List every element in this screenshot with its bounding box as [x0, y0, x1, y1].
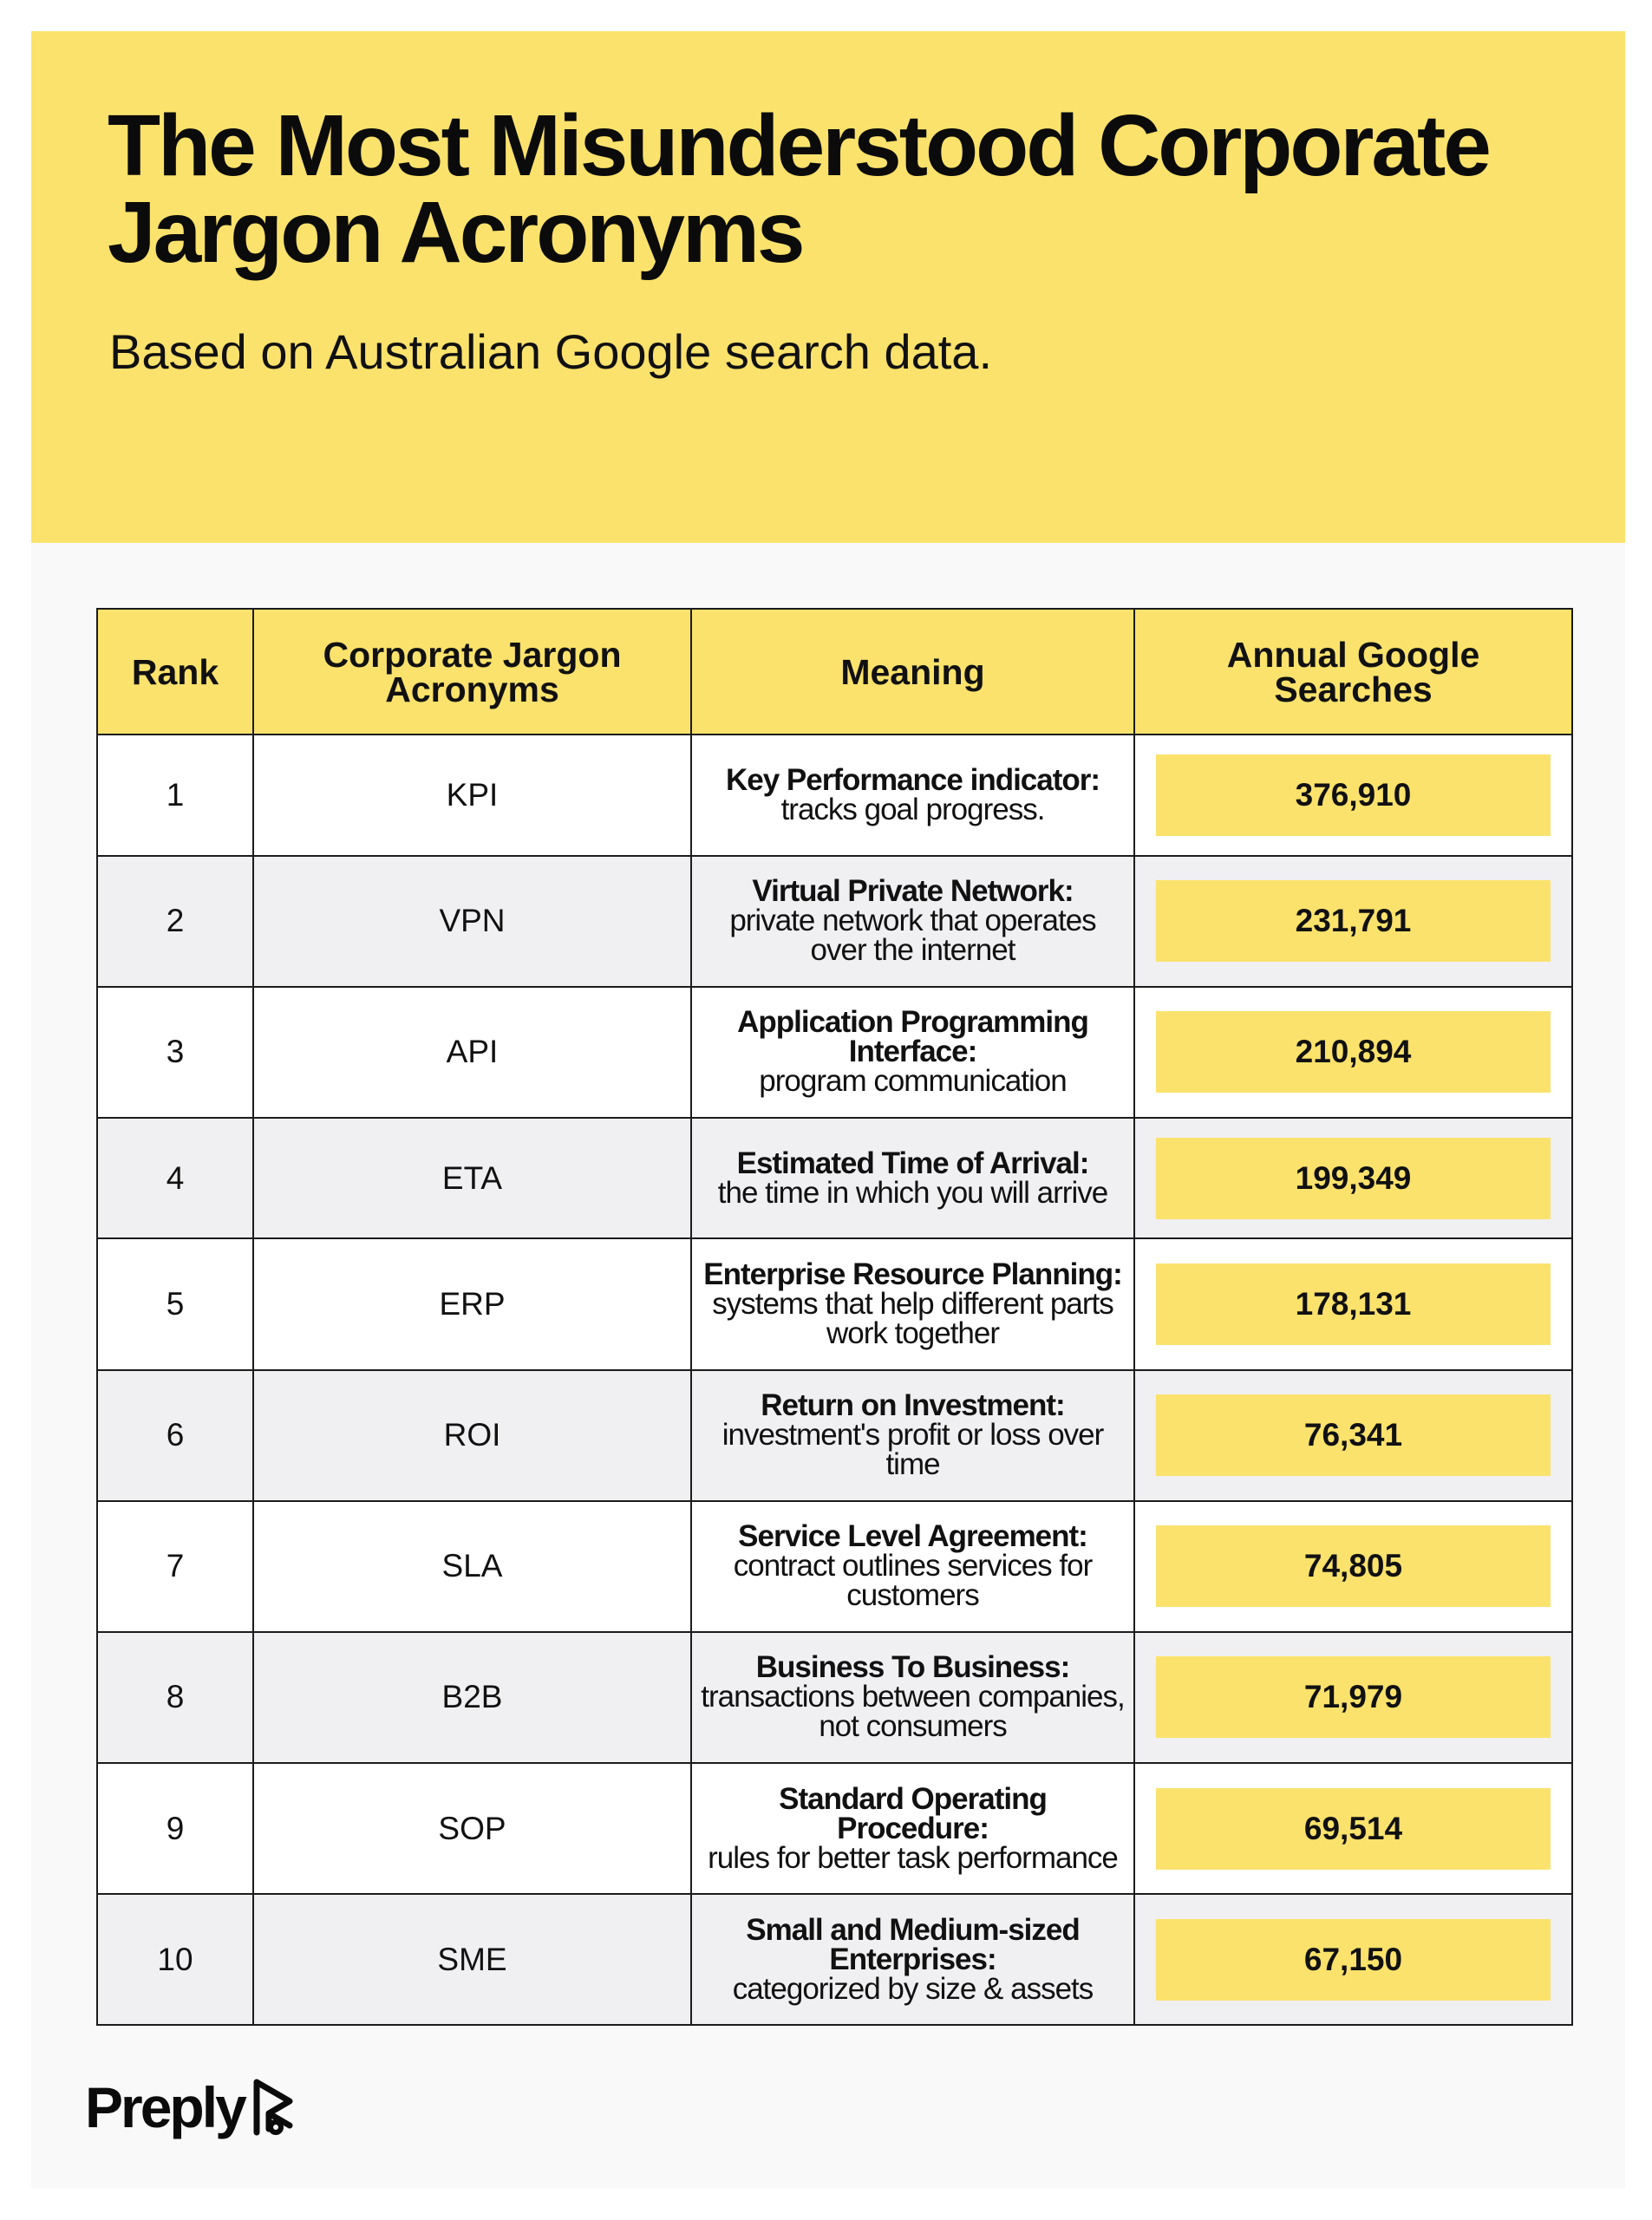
- meaning-term: Virtual Private Network:: [752, 874, 1074, 909]
- searches-value: 76,341: [1156, 1394, 1551, 1476]
- header-banner: [31, 31, 1625, 543]
- table-row: [98, 1370, 1571, 1501]
- table-header-row: [98, 610, 1571, 735]
- meaning-cell: [691, 1632, 1134, 1763]
- searches-value: 178,131: [1156, 1263, 1551, 1345]
- acronym-cell: SME: [253, 1894, 691, 2024]
- meaning-description: program communication: [759, 1064, 1067, 1099]
- table-row: [98, 1763, 1571, 1894]
- table-row: [98, 987, 1571, 1118]
- searches-value: 71,979: [1156, 1656, 1551, 1738]
- preply-logo: [85, 2074, 300, 2140]
- acronym-cell: SOP: [253, 1763, 691, 1894]
- acronym-cell: ERP: [253, 1238, 691, 1369]
- searches-value: 67,150: [1156, 1919, 1551, 2001]
- meaning-cell: [691, 1501, 1134, 1632]
- rank-cell: 2: [98, 856, 253, 987]
- meaning-cell: [691, 856, 1134, 987]
- meaning-term: Standard Operating Procedure:: [779, 1781, 1047, 1845]
- rank-cell: 3: [98, 987, 253, 1118]
- searches-value: 231,791: [1156, 880, 1551, 962]
- meaning-term: Enterprise Resource Planning:: [703, 1257, 1122, 1291]
- meaning-term: Small and Medium-sized Enterprises:: [746, 1912, 1080, 1976]
- rank-cell: 8: [98, 1632, 253, 1763]
- table-row: [98, 1894, 1571, 2024]
- meaning-description: private network that operates over the internet: [729, 904, 1096, 968]
- meaning-description: contract outlines services for customers: [733, 1549, 1093, 1613]
- table-row: [98, 1501, 1571, 1632]
- meaning-cell: [691, 987, 1134, 1118]
- header-meaning: Meaning: [691, 610, 1134, 735]
- table-row: [98, 1118, 1571, 1239]
- searches-cell: [1134, 1118, 1571, 1239]
- meaning-term: Business To Business:: [755, 1650, 1070, 1685]
- acronym-cell: ROI: [253, 1370, 691, 1501]
- table-row: [98, 735, 1571, 856]
- meaning-description: transactions between companies, not consumers: [701, 1680, 1125, 1744]
- table-row: [98, 856, 1571, 987]
- meaning-description: categorized by size & assets: [732, 1971, 1094, 2006]
- searches-cell: [1134, 1238, 1571, 1369]
- acronym-cell: API: [253, 987, 691, 1118]
- page-subtitle: Based on Australian Google search data.: [109, 324, 993, 379]
- meaning-term: Return on Investment:: [761, 1388, 1065, 1423]
- meaning-description: investment's profit or loss over time: [722, 1418, 1104, 1482]
- searches-cell: [1134, 1501, 1571, 1632]
- jargon-table: [96, 608, 1573, 2026]
- header-searches: Annual Google Searches: [1134, 610, 1571, 735]
- rank-cell: 4: [98, 1118, 253, 1239]
- rank-cell: 5: [98, 1238, 253, 1369]
- meaning-cell: [691, 1118, 1134, 1239]
- searches-cell: [1134, 856, 1571, 987]
- searches-value: 199,349: [1156, 1138, 1551, 1219]
- searches-value: 69,514: [1156, 1788, 1551, 1870]
- meaning-description: the time in which you will arrive: [717, 1175, 1108, 1210]
- rank-cell: 6: [98, 1370, 253, 1501]
- searches-value: 210,894: [1156, 1011, 1551, 1093]
- meaning-cell: [691, 1370, 1134, 1501]
- meaning-term: Key Performance indicator:: [725, 762, 1100, 797]
- meaning-cell: [691, 735, 1134, 856]
- rank-cell: 1: [98, 735, 253, 856]
- acronym-cell: KPI: [253, 735, 691, 856]
- meaning-cell: [691, 1763, 1134, 1894]
- searches-value: 376,910: [1156, 754, 1551, 836]
- searches-value: 74,805: [1156, 1525, 1551, 1607]
- rank-cell: 7: [98, 1501, 253, 1632]
- meaning-description: rules for better task performance: [708, 1840, 1118, 1875]
- searches-cell: [1134, 1370, 1571, 1501]
- searches-cell: [1134, 1894, 1571, 2024]
- meaning-description: systems that help different parts work together: [712, 1286, 1113, 1350]
- meaning-term: Service Level Agreement:: [738, 1519, 1087, 1554]
- preply-logo-icon: [250, 2079, 300, 2136]
- rank-cell: 10: [98, 1894, 253, 2024]
- searches-cell: [1134, 987, 1571, 1118]
- meaning-term: Estimated Time of Arrival:: [736, 1146, 1089, 1180]
- searches-cell: [1134, 735, 1571, 856]
- searches-cell: [1134, 1763, 1571, 1894]
- rank-cell: 9: [98, 1763, 253, 1894]
- meaning-description: tracks goal progress.: [780, 792, 1045, 826]
- meaning-term: Application Programming Interface:: [737, 1005, 1088, 1069]
- page-title: The Most Misunderstood Corporate Jargon Acronyms: [108, 97, 1489, 281]
- brand-name: Preply: [85, 2075, 245, 2139]
- table-row: [98, 1238, 1571, 1369]
- table-row: [98, 1632, 1571, 1763]
- header-acronym: Corporate Jargon Acronyms: [253, 610, 691, 735]
- acronym-cell: B2B: [253, 1632, 691, 1763]
- acronym-cell: SLA: [253, 1501, 691, 1632]
- infographic-page: [31, 31, 1625, 2189]
- header-rank: Rank: [98, 610, 253, 735]
- meaning-cell: [691, 1894, 1134, 2024]
- acronym-cell: ETA: [253, 1118, 691, 1239]
- meaning-cell: [691, 1238, 1134, 1369]
- acronym-cell: VPN: [253, 856, 691, 987]
- searches-cell: [1134, 1632, 1571, 1763]
